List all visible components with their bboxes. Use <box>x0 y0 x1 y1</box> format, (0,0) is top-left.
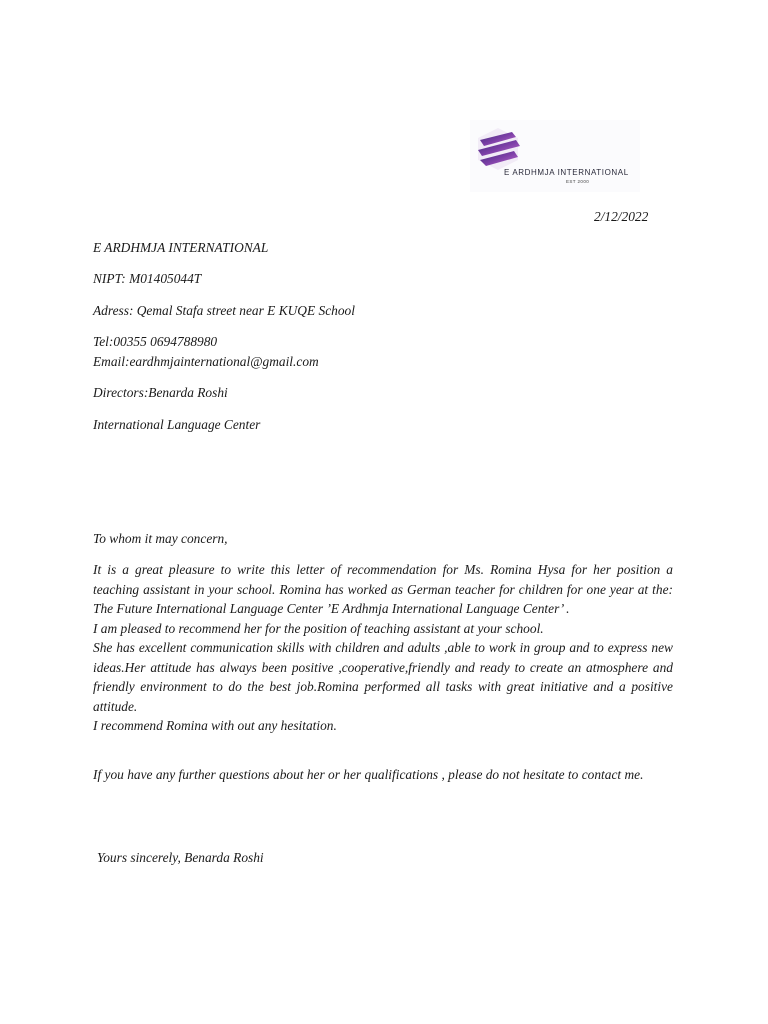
body-paragraph: It is a great pleasure to write this letter of recommendation for Ms. Romina Hysa for her position a teaching assistant in your school. Romina has worked as German teacher for children for one year at the: The Future International Language Center ’E Ardhmja International Language Center’ . <box>93 562 673 616</box>
sender-nipt: NIPT: M01405044T <box>93 271 202 286</box>
body-paragraph: I recommend Romina with out any hesitation. <box>93 718 337 733</box>
salutation: To whom it may concern, <box>93 531 228 546</box>
company-logo-est: EST 2000 <box>566 179 590 184</box>
body-paragraph: She has excellent communication skills with children and adults ,able to work in group and to express new ideas.Her attitude has always been positive ,cooperative,friendly and ready to create an atmosphere and friendly environment to do the best job.Romina performed all tasks with great initiative and a positive attitude. <box>93 640 673 714</box>
company-logo-name: E ARDHMJA INTERNATIONAL <box>504 168 629 177</box>
sender-company: E ARDHMJA INTERNATIONAL <box>93 240 269 255</box>
company-logo <box>470 120 640 192</box>
letter-body <box>93 560 673 736</box>
sender-center: International Language Center <box>93 417 261 432</box>
sender-directors: Directors:Benarda Roshi <box>93 385 228 400</box>
signoff: Yours sincerely, Benarda Roshi <box>97 850 264 865</box>
sender-address: Adress: Qemal Stafa street near E KUQE School <box>93 303 355 318</box>
body-paragraph: I am pleased to recommend her for the position of teaching assistant at your school. <box>93 620 544 636</box>
letter-date: 2/12/2022 <box>594 209 649 224</box>
sender-tel: Tel:00355 0694788980 <box>93 334 218 349</box>
company-logo-mark-icon <box>472 126 528 172</box>
sender-email: Email:eardhmjainternational@gmail.com <box>93 354 319 369</box>
closing-paragraph: If you have any further questions about her or her qualifications , please do not hesitate to contact me. <box>93 767 644 782</box>
